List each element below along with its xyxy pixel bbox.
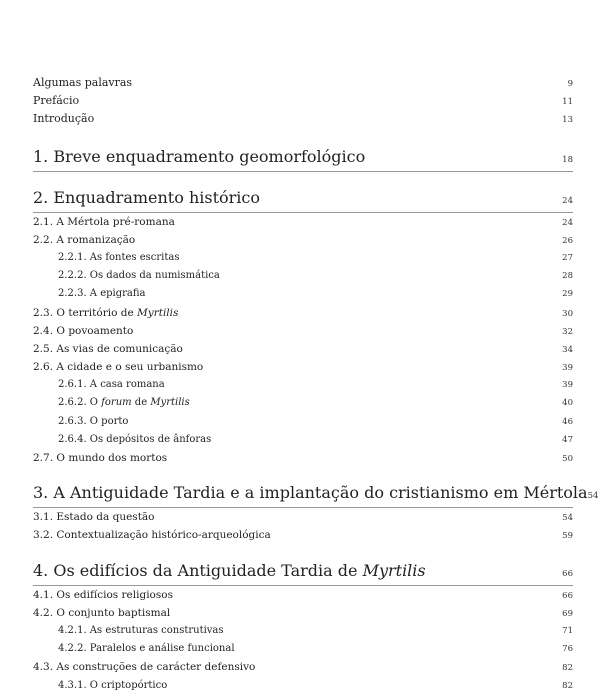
toc-page-number: 26 bbox=[562, 235, 573, 246]
toc-page-number: 24 bbox=[562, 217, 573, 228]
toc-entry-title: 2.1. A Mértola pré-romana bbox=[33, 215, 175, 228]
toc-entry-title: 2.6.2. O forum de Myrtilis bbox=[58, 397, 190, 409]
toc-page-number: 46 bbox=[562, 416, 573, 427]
toc-page-number: 54 bbox=[562, 513, 573, 524]
chapter-title: 4. Os edifícios da Antiguidade Tardia de Myrtilis bbox=[33, 560, 426, 580]
toc-entry-title: Introdução bbox=[33, 112, 95, 126]
chapter-title: 1. Breve enquadramento geomorfológico bbox=[33, 146, 366, 166]
chapter-heading bbox=[33, 561, 573, 581]
toc-entry-title: 4.2.1. As estruturas construtivas bbox=[58, 624, 224, 636]
toc-entry-title: 4.2. O conjunto baptismal bbox=[33, 606, 171, 619]
toc-entry-title: 2.4. O povoamento bbox=[33, 324, 134, 337]
chapter-page-number: 24 bbox=[562, 195, 573, 206]
toc-section-entry bbox=[33, 508, 573, 526]
toc-subsection-entry bbox=[33, 249, 573, 267]
toc-page-number: 82 bbox=[562, 680, 573, 691]
chapter-page-number: 18 bbox=[562, 154, 573, 165]
toc-section-entry bbox=[33, 526, 573, 544]
chapter-title: 2. Enquadramento histórico bbox=[33, 187, 260, 207]
front-matter-entry bbox=[33, 74, 573, 92]
chapter-page-number: 54 bbox=[587, 491, 599, 502]
front-matter-entry bbox=[33, 110, 573, 128]
toc-section-entry bbox=[33, 340, 573, 358]
toc-section-entry bbox=[33, 449, 573, 467]
toc-entry-title: 4.3.1. O criptopórtico bbox=[58, 679, 168, 691]
toc-entry-title: 2.2. A romanização bbox=[33, 233, 136, 246]
toc-subsection-entry bbox=[33, 677, 573, 695]
toc-entry-title: Prefácio bbox=[33, 94, 80, 108]
toc-page-number: 50 bbox=[562, 454, 573, 464]
toc-entry-title: 2.3. O território de Myrtilis bbox=[33, 306, 179, 319]
toc-entry-title: 3.2. Contextualização histórico-arqueológica bbox=[33, 529, 271, 542]
toc-section-entry bbox=[33, 658, 573, 676]
toc-page-number: 66 bbox=[562, 590, 573, 601]
toc-entry-title: 2.5. As vias de comunicação bbox=[33, 342, 183, 355]
toc-page-number: 76 bbox=[562, 644, 573, 655]
toc-page-number: 28 bbox=[562, 271, 573, 282]
toc-page-number: 39 bbox=[562, 380, 573, 391]
toc-page-number: 9 bbox=[567, 79, 573, 89]
chapter-page-number: 66 bbox=[562, 568, 573, 579]
toc-page-number: 29 bbox=[562, 289, 573, 300]
toc-entry-title: 2.2.3. A epigrafia bbox=[58, 288, 146, 300]
chapter-heading bbox=[33, 147, 573, 167]
toc-entry-title: 2.6.4. Os depósitos de ânforas bbox=[58, 433, 212, 445]
toc-section-entry bbox=[33, 322, 573, 340]
toc-entry-title: 2.7. O mundo dos mortos bbox=[33, 452, 168, 464]
toc-page-number: 47 bbox=[562, 434, 573, 445]
chapter-title: 3. A Antiguidade Tardia e a implantação do cristianismo em Mértola bbox=[33, 483, 588, 503]
toc-entry-title: 2.6.1. A casa romana bbox=[58, 379, 165, 391]
chapter-heading bbox=[33, 483, 599, 503]
chapter-heading bbox=[33, 188, 573, 208]
toc-page-number: 69 bbox=[562, 608, 573, 619]
toc-subsection-entry bbox=[33, 376, 573, 394]
toc-entry-title: 4.1. Os edifícios religiosos bbox=[33, 588, 173, 601]
toc-entry-title: 4.3. As construções de carácter defensivo bbox=[33, 661, 256, 674]
toc-section-entry bbox=[33, 604, 573, 622]
toc-entry-title: Algumas palavras bbox=[33, 76, 133, 89]
toc-page-number: 34 bbox=[562, 344, 573, 355]
toc-entry-title: 2.6. A cidade e o seu urbanismo bbox=[33, 361, 204, 374]
toc-section-entry bbox=[33, 358, 573, 376]
toc-page-number: 32 bbox=[562, 326, 573, 337]
toc-section-entry bbox=[33, 231, 573, 249]
toc-section-entry bbox=[33, 586, 573, 604]
toc-subsection-entry bbox=[33, 394, 573, 412]
toc-page-number: 30 bbox=[562, 308, 573, 319]
toc-page-number: 59 bbox=[562, 531, 573, 542]
toc-section-entry bbox=[33, 213, 573, 231]
toc-entry-title: 3.1. Estado da questão bbox=[33, 511, 155, 524]
toc-entry-title: 2.2.1. As fontes escritas bbox=[58, 251, 180, 263]
toc-subsection-entry bbox=[33, 285, 573, 303]
toc-entry-title: 4.2.2. Paralelos e análise funcional bbox=[58, 643, 235, 655]
toc-subsection-entry bbox=[33, 267, 573, 285]
toc-entry-title: 2.2.2. Os dados da numismática bbox=[58, 270, 220, 282]
toc-page-number: 27 bbox=[562, 252, 573, 263]
toc-page-number: 40 bbox=[562, 398, 573, 409]
toc-entry-title: 2.6.3. O porto bbox=[58, 415, 129, 427]
toc-page-number: 11 bbox=[562, 97, 573, 108]
toc-subsection-entry bbox=[33, 622, 573, 640]
toc-section-entry bbox=[33, 304, 573, 322]
toc-subsection-entry bbox=[33, 413, 573, 431]
toc-page-number: 71 bbox=[562, 625, 573, 636]
table-of-contents bbox=[33, 74, 599, 695]
front-matter-entry bbox=[33, 92, 573, 110]
toc-page-number: 13 bbox=[562, 115, 573, 126]
toc-page-number: 82 bbox=[562, 663, 573, 674]
toc-page-number: 39 bbox=[562, 363, 573, 374]
toc-subsection-entry bbox=[33, 431, 573, 449]
toc-subsection-entry bbox=[33, 640, 573, 658]
